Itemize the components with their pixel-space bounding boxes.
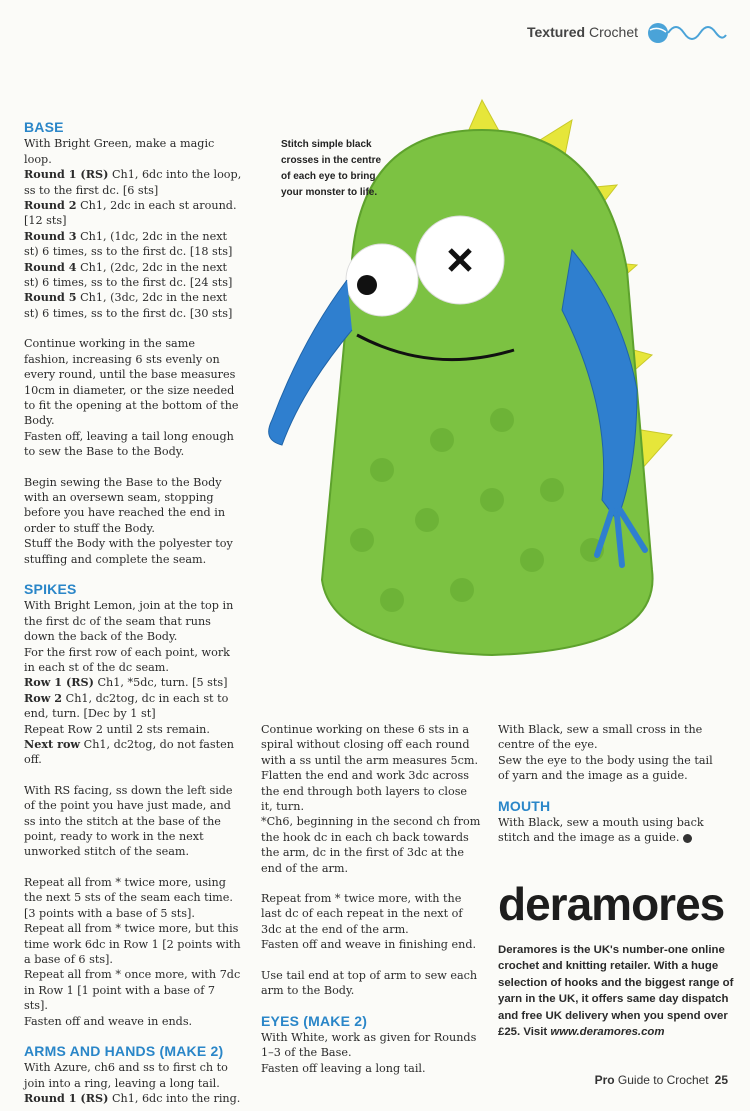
mouth-heading: MOUTH bbox=[498, 797, 551, 814]
middle-column: Continue working on these 6 sts in a spiral without closing off each round with a ss until the arm measures 5cm. Flatten the end and work 3dc across the end through both layers to close it, turn. *Ch6, beginning in the second ch from the hook dc in each ch back towards the arm, dc in the first of 3dc at the end of the arm. Repeat from * twice more, with the last dc of each repeat in the next of 3dc at the end of the arm. Fasten off and weave in finishing end. Use tail end at top of arm to sew each arm to the Body. EYES (MAKE 2) With White, work as given for Rounds 1–3 of the Base. Fasten off leaving a long tail. bbox=[261, 723, 481, 1075]
eyes-heading: EYES (MAKE 2) bbox=[261, 1012, 368, 1029]
base-heading: BASE bbox=[24, 119, 64, 135]
photo-caption: Stitch simple black crosses in the centre of each eye to bring your monster to life. bbox=[281, 139, 382, 198]
page-footer: Pro Guide to Crochet 25 bbox=[594, 1073, 728, 1087]
section-header: Textured Crochet bbox=[526, 24, 638, 40]
end-mark-icon bbox=[683, 834, 692, 843]
page-number: 25 bbox=[714, 1073, 728, 1087]
yarn-swirl-icon bbox=[646, 18, 728, 48]
spikes-heading: SPIKES bbox=[24, 580, 77, 597]
sponsor-link[interactable]: www.deramores.com bbox=[550, 1026, 665, 1039]
left-column: BASE With Bright Green, make a magic loop. Round 1 (RS) Ch1, 6dc into the loop, ss to the first dc. [6 sts] Round 2 Ch1, 2dc in each st around. [12 sts] Round 3 Ch1, (1dc, 2dc in the next st) 6 times, ss to the first dc. [18 sts] Round 4 Ch1, (2dc, 2dc in the next st) 6 times, ss to the first dc. [24 sts] Round 5 Ch1, (3dc, 2dc in the next st) 6 times, ss to the first dc. [30 sts] Continue working in the same fashion, increasing 6 sts evenly on every round, until the base measures 10cm in diameter, or the size needed to fit the opening at the bottom of the Body. Fasten off, leaving a tail long enough to sew the Base to the Body. Begin sewing the Base to the Body with an oversewn seam, stopping before you have reached the end in order to stuff the Body. Stuff the Body with the polyester toy stuffing and complete the seam. SPIKES With Bright Lemon, join at the top in the first dc of the seam that runs down the back of the Body. For the first row of each point, work in each st of the dc seam. Row 1 (RS) Ch1, *5dc, turn. [5 sts] Row 2 Ch1, dc2tog, dc in each st to end, turn. [Dec by 1 st] Repeat Row 2 until 2 sts remain. Next row Ch1, dc2tog, do not fasten off. With RS facing, ss down the left side of the point you have just made, and ss into the stitch at the base of the point, ready to work in the next unworked stitch of the seam. Repeat all from * twice more, using the next 5 sts of the seam each time. [3 points with a base of 5 sts]. Repeat all from * twice more, but this time work 6dc in Row 1 [2 points with a base of 6 sts]. Repeat all from * once more, with 7dc in Row 1 [1 point with a base of 7 sts]. Fasten off and weave in ends. ARMS AND HANDS (MAKE 2) With Azure, ch6 and ss to first ch to join into a ring, leaving a long tail. Round 1 (RS) Ch1, 6dc into the ring. bbox=[24, 119, 242, 1106]
svg-text:deramores: deramores bbox=[498, 878, 725, 930]
arms-heading: ARMS AND HANDS (MAKE 2) bbox=[24, 1042, 224, 1059]
sponsor-blurb: Deramores is the UK's number-one online crochet and knitting retailer. With a huge selection of hooks and the biggest range of yarn in the UK, it offers same day dispatch and free UK delivery when you spend over £25. Visit www.deramores.com bbox=[498, 944, 734, 1039]
right-column: With Black, sew a small cross in the centre of the eye. Sew the eye to the body using the tail of yarn and the image as a guide. MOUTH With Black, sew a mouth using back stitch and the image as a guide. bbox=[498, 722, 726, 846]
deramores-logo bbox=[498, 878, 738, 930]
